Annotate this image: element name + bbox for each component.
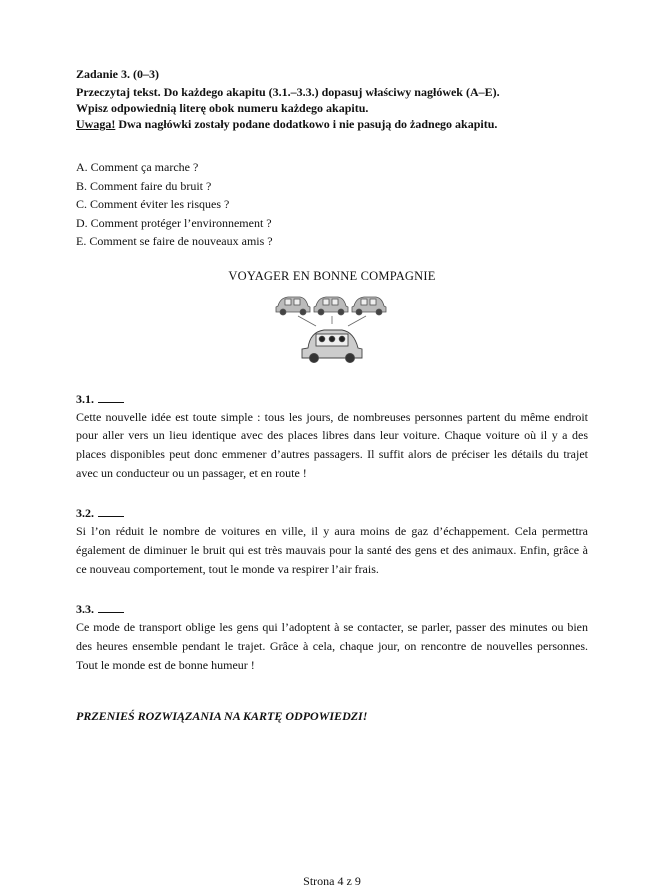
note-text: Dwa nagłówki zostały podane dodatkowo i nie pasują do żadnego akapitu. <box>115 117 498 131</box>
option-text: Comment faire du bruit ? <box>90 178 212 193</box>
option-b <box>76 177 588 196</box>
option-text: Comment protéger l’environnement ? <box>90 215 272 230</box>
paragraph-3-3 <box>76 600 588 674</box>
document-page <box>76 66 588 724</box>
small-car-icon <box>314 297 348 315</box>
page-footer: Strona 4 z 9 <box>303 874 361 888</box>
option-letter: B. <box>76 178 88 193</box>
option-a <box>76 158 588 177</box>
option-letter: D. <box>76 215 88 230</box>
answer-blank[interactable] <box>98 505 124 517</box>
arrow-icon <box>298 316 366 326</box>
paragraph-text: Cette nouvelle idée est toute simple : tous les jours, de nombreuses personnes partent du même endroit pour aller vers un lieu identique avec des places libres dans leur voiture. Chaque voiture où il y a des places disponibles peut donc emmener d’autres passagers. Il suffit alors de préciser les détails du trajet avec un conducteur ou un passager, et en route ! <box>76 409 588 480</box>
option-text: Comment éviter les risques ? <box>90 197 230 211</box>
option-text: Comment ça marche ? <box>90 160 199 174</box>
transfer-note: PRZENIEŚ ROZWIĄZANIA NA KARTĘ ODPOWIEDZI! <box>76 708 368 723</box>
story-title: VOYAGER EN BONNE COMPAGNIE <box>228 268 436 283</box>
small-car-icon <box>276 297 310 315</box>
option-c <box>76 195 588 214</box>
option-text: Comment se faire de nouveaux amis ? <box>89 234 273 248</box>
option-letter: C. <box>76 197 88 211</box>
option-letter: E. <box>76 234 87 248</box>
answer-blank[interactable] <box>98 601 124 613</box>
task-note <box>76 116 588 132</box>
paragraph-number: 3.2. <box>76 506 94 521</box>
small-car-icon <box>352 297 386 315</box>
option-d <box>76 214 588 233</box>
paragraph-3-1 <box>76 390 588 483</box>
paragraph-3-2 <box>76 504 588 578</box>
option-e <box>76 232 588 251</box>
task-title: Zadanie 3. (0–3) <box>76 67 160 81</box>
task-header <box>76 66 588 132</box>
answer-blank[interactable] <box>98 391 124 403</box>
paragraph-text: Si l’on réduit le nombre de voitures en ville, il y aura moins de gaz d’échappement. Cela permettra également de diminuer le bruit qui est très mauvais pour la santé des gens et des animaux. Enfin, grâce à ce nouveau comportement, tout le monde va respirer l’air frais. <box>76 524 588 576</box>
large-car-icon <box>302 330 362 363</box>
option-letter: A. <box>76 160 88 174</box>
paragraph-text: Ce mode de transport oblige les gens qui l’adoptent à se contacter, se parler, passer des minutes ou bien des heures ensemble pendant le trajet. Grâce à cela, chaque jour, on rencontre de nouvelles personnes. Tout le monde est de bonne humeur ! <box>76 620 588 672</box>
task-instruction-1: Przeczytaj tekst. Do każdego akapitu (3.1.–3.3.) dopasuj właściwy nagłówek (A–E). <box>76 85 500 99</box>
heading-options <box>76 158 588 251</box>
paragraph-number: 3.3. <box>76 602 94 617</box>
paragraph-number: 3.1. <box>76 391 94 406</box>
carpool-illustration <box>272 288 392 364</box>
task-instruction-2: Wpisz odpowiednią literę obok numeru każdego akapitu. <box>76 101 369 115</box>
note-label: Uwaga! <box>76 117 116 131</box>
